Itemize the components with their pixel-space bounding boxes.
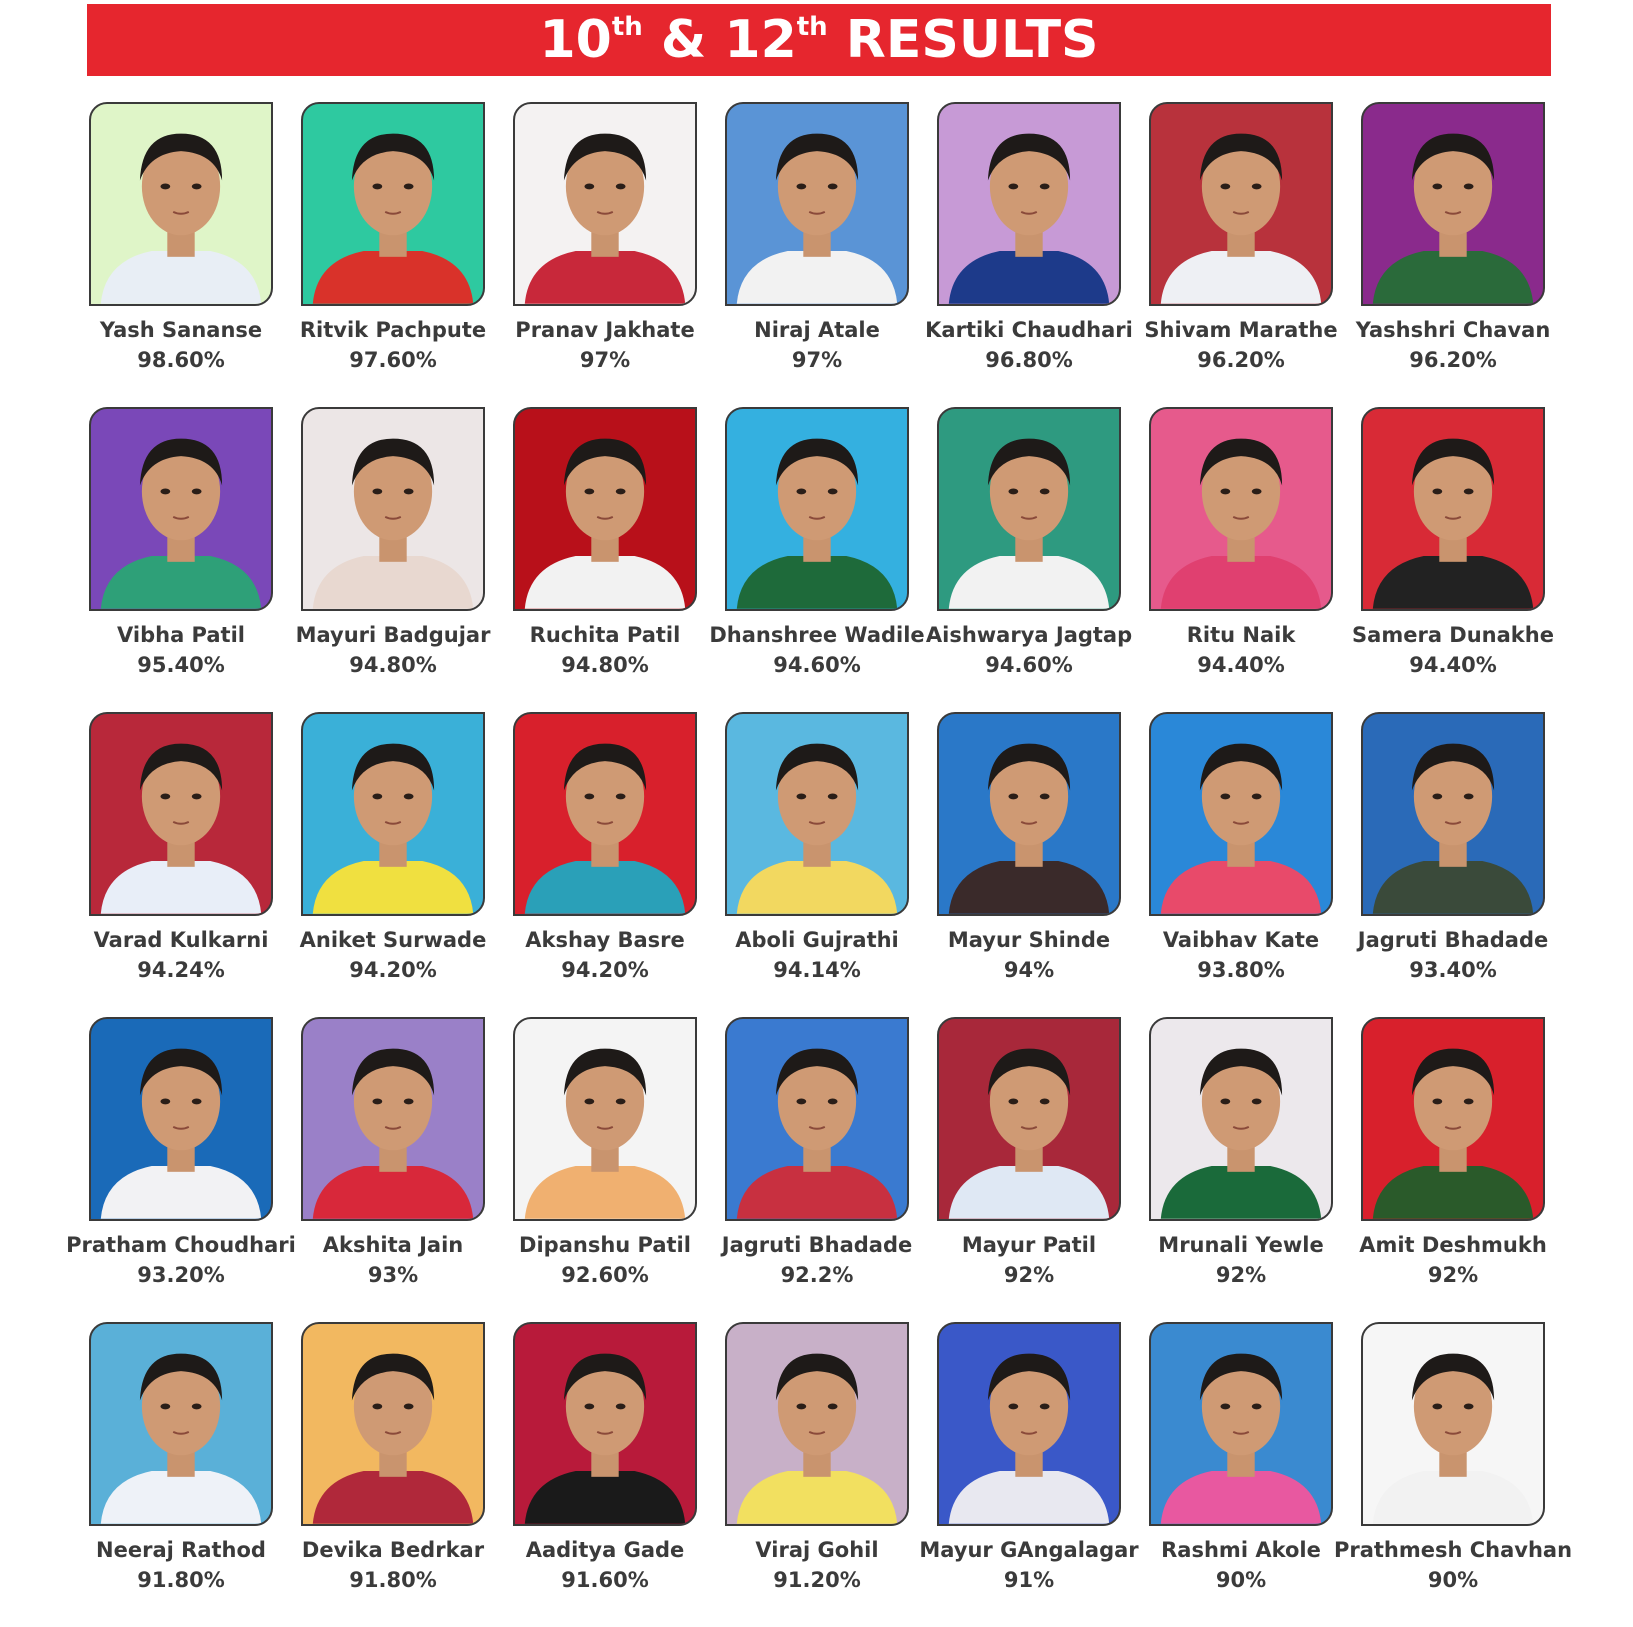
student-photo: [89, 712, 273, 916]
student-score: 92.60%: [561, 1263, 649, 1287]
student-score: 94%: [1003, 958, 1055, 982]
student-card: [295, 407, 491, 712]
student-card: [511, 1017, 699, 1322]
student-name: Dhanshree Wadile: [709, 623, 925, 647]
student-card: [723, 102, 911, 407]
student-score: 92%: [1427, 1263, 1479, 1287]
title-results-word: RESULTS: [827, 10, 1099, 70]
student-score: 97%: [791, 348, 843, 372]
student-name: Devika Bedrkar: [301, 1538, 485, 1562]
student-card: [1352, 407, 1554, 712]
title-number-10: 10: [539, 10, 612, 70]
student-photo: [513, 102, 697, 306]
student-photo: [513, 407, 697, 611]
student-card: [1359, 712, 1547, 1017]
student-photo: [937, 1322, 1121, 1526]
results-banner: [87, 4, 1551, 76]
student-score: 91.80%: [349, 1568, 437, 1592]
student-name: Kartiki Chaudhari: [925, 318, 1133, 342]
student-name: Ritvik Pachpute: [299, 318, 487, 342]
student-score: 96.20%: [1409, 348, 1497, 372]
student-card: [723, 712, 911, 1017]
student-score: 91%: [1003, 1568, 1055, 1592]
student-card: [87, 102, 275, 407]
student-score: 94.24%: [137, 958, 225, 982]
student-card: [1147, 407, 1335, 712]
student-name: Aniket Surwade: [299, 928, 487, 952]
student-photo: [937, 102, 1121, 306]
student-name: Vibha Patil: [117, 623, 245, 647]
student-photo: [1361, 1017, 1545, 1221]
student-photo: [513, 1017, 697, 1221]
student-photo: [1149, 407, 1333, 611]
student-card: [1147, 712, 1335, 1017]
student-photo: [1149, 102, 1333, 306]
student-name: Aishwarya Jagtap: [925, 623, 1133, 647]
student-score: 91.60%: [561, 1568, 649, 1592]
student-photo: [1361, 1322, 1545, 1526]
student-photo: [89, 1017, 273, 1221]
student-card: [87, 1322, 275, 1627]
student-card: [87, 712, 275, 1017]
student-card: [925, 102, 1133, 407]
student-score: 94.14%: [773, 958, 861, 982]
student-card: [1359, 1017, 1547, 1322]
student-photo: [937, 712, 1121, 916]
student-photo: [725, 1017, 909, 1221]
student-photo: [301, 712, 485, 916]
student-card: [299, 1017, 487, 1322]
student-photo: [725, 1322, 909, 1526]
student-name: Ritu Naik: [1186, 623, 1296, 647]
student-card: [511, 712, 699, 1017]
student-name: Mrunali Yewle: [1158, 1233, 1324, 1257]
title-sup-th-2: th: [796, 11, 828, 42]
student-photo: [1361, 712, 1545, 916]
student-card: [1147, 1322, 1335, 1627]
student-photo: [1149, 712, 1333, 916]
student-name: Jagruti Bhadade: [1357, 928, 1549, 952]
student-photo: [1361, 407, 1545, 611]
student-score: 97%: [579, 348, 631, 372]
student-card: [299, 1322, 487, 1627]
student-photo: [725, 407, 909, 611]
student-name: Niraj Atale: [754, 318, 880, 342]
student-photo: [89, 102, 273, 306]
student-name: Mayuri Badgujar: [295, 623, 491, 647]
student-name: Dipanshu Patil: [519, 1233, 691, 1257]
student-name: Akshita Jain: [322, 1233, 464, 1257]
student-score: 91.20%: [773, 1568, 861, 1592]
student-card: [1147, 1017, 1335, 1322]
student-name: Akshay Basre: [525, 928, 685, 952]
student-score: 90%: [1215, 1568, 1267, 1592]
student-score: 94.80%: [561, 653, 649, 677]
title-sup-th-1: th: [611, 11, 643, 42]
student-photo: [513, 1322, 697, 1526]
student-score: 95.40%: [137, 653, 225, 677]
student-score: 94.80%: [349, 653, 437, 677]
student-score: 93.40%: [1409, 958, 1497, 982]
student-score: 92.2%: [780, 1263, 854, 1287]
title-number-12: & 12: [642, 10, 797, 70]
student-name: Vaibhav Kate: [1162, 928, 1320, 952]
student-card: [709, 407, 925, 712]
student-score: 94.20%: [349, 958, 437, 982]
student-name: Yash Sananse: [99, 318, 263, 342]
student-photo: [937, 407, 1121, 611]
student-photo: [89, 1322, 273, 1526]
student-score: 94.60%: [985, 653, 1073, 677]
student-name: Prathmesh Chavhan: [1333, 1538, 1573, 1562]
student-card: [723, 1017, 911, 1322]
student-photo: [301, 407, 485, 611]
student-card: [87, 407, 275, 712]
student-card: [511, 407, 699, 712]
student-card: [919, 1322, 1139, 1627]
student-name: Pranav Jakhate: [515, 318, 695, 342]
student-card: [1333, 1322, 1573, 1627]
student-score: 97.60%: [349, 348, 437, 372]
student-photo: [1149, 1322, 1333, 1526]
student-card: [66, 1017, 296, 1322]
student-score: 94.60%: [773, 653, 861, 677]
student-photo: [1361, 102, 1545, 306]
student-score: 93.80%: [1197, 958, 1285, 982]
student-photo: [301, 1322, 485, 1526]
student-name: Shivam Marathe: [1144, 318, 1338, 342]
banner-title: [540, 10, 1099, 70]
student-card: [1144, 102, 1338, 407]
student-score: 91.80%: [137, 1568, 225, 1592]
student-name: Amit Deshmukh: [1359, 1233, 1547, 1257]
student-name: Yashshri Chavan: [1355, 318, 1551, 342]
student-score: 92%: [1215, 1263, 1267, 1287]
student-photo: [89, 407, 273, 611]
student-name: Aboli Gujrathi: [735, 928, 899, 952]
student-name: Pratham Choudhari: [66, 1233, 296, 1257]
student-photo: [513, 712, 697, 916]
students-grid: [66, 102, 1573, 1627]
student-name: Rashmi Akole: [1161, 1538, 1321, 1562]
student-photo: [1149, 1017, 1333, 1221]
student-card: [925, 407, 1133, 712]
student-card: [723, 1322, 911, 1627]
student-name: Mayur GAngalagar: [919, 1538, 1139, 1562]
student-score: 94.40%: [1409, 653, 1497, 677]
student-name: Mayur Shinde: [947, 928, 1111, 952]
student-card: [299, 102, 487, 407]
student-score: 93.20%: [137, 1263, 225, 1287]
student-photo: [301, 1017, 485, 1221]
student-name: Ruchita Patil: [529, 623, 681, 647]
student-card: [299, 712, 487, 1017]
student-name: Mayur Patil: [961, 1233, 1097, 1257]
student-name: Neeraj Rathod: [96, 1538, 266, 1562]
student-photo: [937, 1017, 1121, 1221]
student-score: 94.40%: [1197, 653, 1285, 677]
student-score: 98.60%: [137, 348, 225, 372]
student-score: 90%: [1427, 1568, 1479, 1592]
student-name: Jagruti Bhadade: [721, 1233, 913, 1257]
student-card: [935, 1017, 1123, 1322]
student-photo: [301, 102, 485, 306]
student-photo: [725, 712, 909, 916]
student-photo: [725, 102, 909, 306]
student-score: 94.20%: [561, 958, 649, 982]
student-name: Viraj Gohil: [755, 1538, 879, 1562]
student-score: 92%: [1003, 1263, 1055, 1287]
student-card: [511, 102, 699, 407]
student-score: 93%: [367, 1263, 419, 1287]
student-score: 96.20%: [1197, 348, 1285, 372]
student-card: [935, 712, 1123, 1017]
student-name: Aaditya Gade: [525, 1538, 685, 1562]
student-score: 96.80%: [985, 348, 1073, 372]
student-name: Samera Dunakhe: [1352, 623, 1554, 647]
student-card: [511, 1322, 699, 1627]
student-card: [1355, 102, 1551, 407]
student-name: Varad Kulkarni: [93, 928, 269, 952]
